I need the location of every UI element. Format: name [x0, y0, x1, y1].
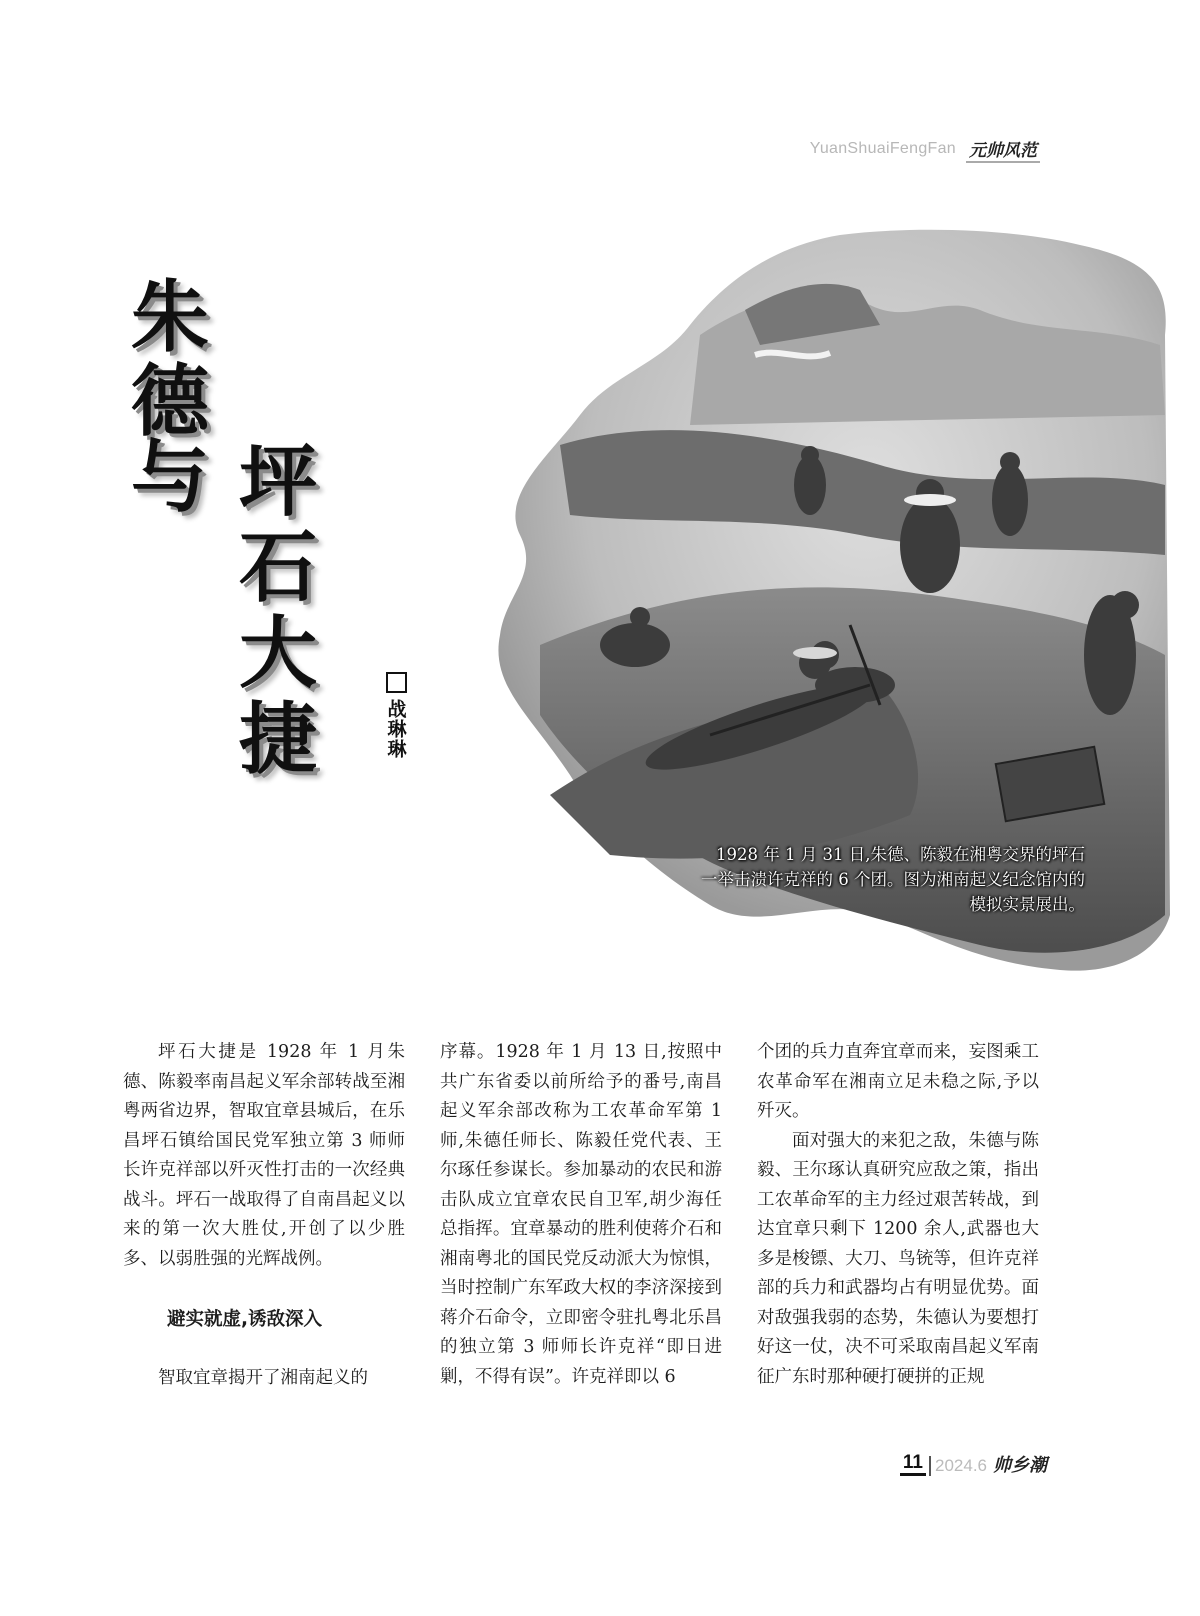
page-footer [900, 1453, 1047, 1476]
issue-date: 2024.6 [929, 1456, 987, 1476]
photo-caption: 1928 年 1 月 31 日,朱德、陈毅在湘粤交界的坪石一举击溃许克祥的 6 个团。图为湘南起义纪念馆内的模拟实景展出。 [701, 845, 1085, 914]
title-char: 石 [238, 523, 317, 613]
title-char: 大 [238, 609, 317, 699]
author-byline [381, 672, 411, 759]
title-char: 德 [130, 357, 209, 447]
paragraph: 智取宜章揭开了湘南起义的 [158, 1367, 368, 1388]
magazine-name: 帅乡潮 [993, 1455, 1047, 1476]
title-char: 坪 [238, 437, 317, 527]
column-latin-name: YuanShuaiFengFan [809, 139, 956, 157]
paragraph: 个团的兵力直奔宜章而来，妄图乘工农革命军在湘南立足未稳之际,予以歼灭。 [757, 1042, 1039, 1121]
column-name: 元帅风范 [966, 136, 1040, 161]
byline-box-icon [386, 672, 407, 693]
page-header [810, 136, 1040, 161]
article-column-2 [440, 1038, 722, 1392]
article-column-1 [123, 1038, 405, 1393]
article-column-3 [757, 1038, 1039, 1392]
page-number: 11 [900, 1453, 926, 1476]
title-char: 与 [130, 433, 209, 523]
paragraph: 面对强大的来犯之敌，朱德与陈毅、王尔琢认真研究应敌之策，指出工农革命军的主力经过艰苦转战，到达宜章只剩下 1200 余人,武器也大多是梭镖、大刀、鸟铳等，但许克祥部的兵力和武器均占有明显优势。面对敌强我弱的态势，朱德认为要想打好这一仗，决不可采取南昌起义军南征广东时那种硬打硬拼的正规 [757, 1130, 1039, 1387]
title-char: 捷 [238, 695, 317, 785]
section-heading: 避实就虚,诱敌深入 [167, 1309, 323, 1330]
paragraph: 序幕。1928 年 1 月 13 日,按照中共广东省委以前所给予的番号,南昌起义军余部改称为工农革命军第 1 师,朱德任师长、陈毅任党代表、王尔琢任参谋长。参加暴动的农民和游击队成立宜章农民自卫军,胡少海任总指挥。宜章暴动的胜利使蒋介石和湘南粤北的国民党反动派大为惊惧，当时控制广东军政大权的李济深接到蒋介石命令，立即密令驻扎粤北乐昌的独立第 3 师师长许克祥“即日进剿，不得有误”。许克祥即以 6 [440, 1042, 722, 1387]
author-name: 战琳琳 [384, 699, 407, 759]
title-char: 朱 [130, 273, 209, 363]
paragraph: 坪石大捷是 1928 年 1 月朱德、陈毅率南昌起义军余部转战至湘粤两省边界，智取宜章县城后，在乐昌坪石镇给国民党军独立第 3 师师长许克祥部以歼灭性打击的一次经典战斗。坪石一战取得了自南昌起义以来的第一次大胜仗,开创了以少胜多、以弱胜强的光辉战例。 [123, 1042, 405, 1269]
